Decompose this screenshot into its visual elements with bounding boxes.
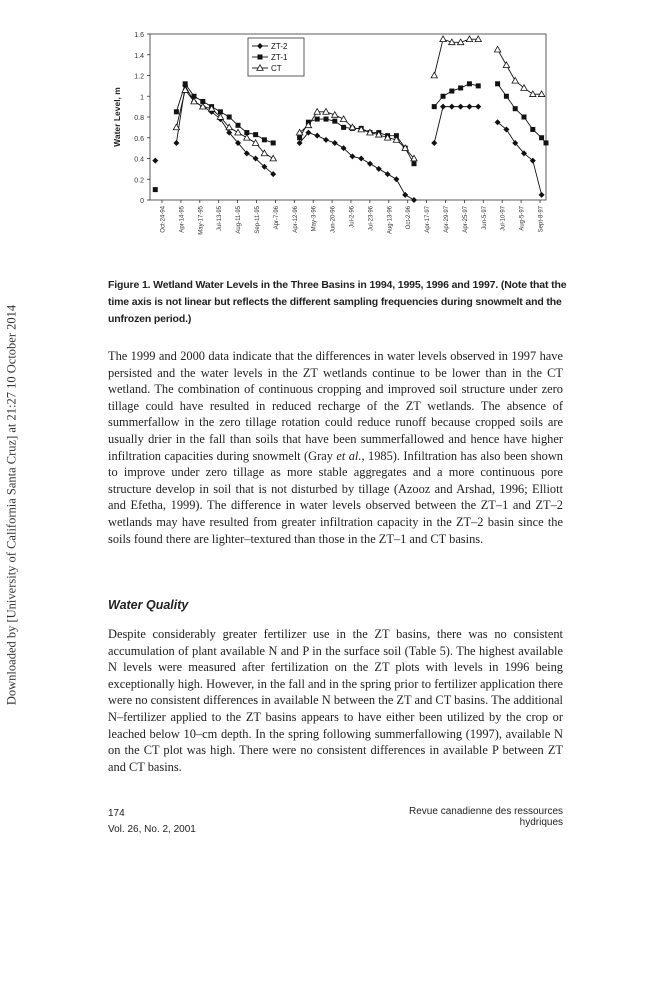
data-point-triangle bbox=[440, 36, 446, 42]
data-point-triangle bbox=[244, 135, 250, 141]
volume-info: Vol. 26, No. 2, 2001 bbox=[108, 824, 196, 835]
data-point-square bbox=[183, 81, 188, 86]
data-point-square bbox=[332, 119, 337, 124]
x-tick-label: Jul-13-95 bbox=[217, 206, 224, 232]
x-tick-label: Oct-24-94 bbox=[160, 206, 167, 233]
data-point-square bbox=[539, 135, 544, 140]
data-point-square bbox=[271, 140, 276, 145]
x-tick-label: Apr-17-97 bbox=[425, 206, 432, 233]
data-point-square bbox=[441, 94, 446, 99]
data-point-diamond bbox=[431, 140, 437, 146]
x-tick-label: Sept-8-97 bbox=[538, 206, 545, 233]
data-point-diamond bbox=[539, 192, 545, 198]
x-tick-label: Jul-23-96 bbox=[368, 206, 375, 232]
data-point-square bbox=[227, 115, 232, 120]
data-point-square bbox=[522, 115, 527, 120]
x-tick-label: May-17-95 bbox=[198, 206, 205, 235]
data-point-diamond bbox=[314, 133, 320, 139]
figure-caption: Figure 1. Wetland Water Levels in the Three Basins in 1994, 1995, 1996 and 1997. (Note that the time axis is not linear but reflects the different sampling frequencies during snowmelt and the unfrozen period.) bbox=[108, 279, 567, 325]
x-tick-label: Apr-29-97 bbox=[444, 206, 450, 233]
data-point-square bbox=[153, 187, 158, 192]
data-point-diamond bbox=[440, 104, 446, 110]
paragraph2-run: Despite considerably greater fertilizer use in the ZT basins, there was no consistent accumulation of plant available N and P in the surface soil (Table 5). The highest available N levels were measured after fertilization on the ZT plots with levels in 1996 being exceptionally high. However, in the fall and in the spring prior to fertilizer application there were no consistent differences in available N between the ZT and CT basins. The additional N–fertilizer applied to the ZT basins appears to have either been utilized by the crop or leached below 10–cm depth. In the spring following summerfallowing (1997), available N on the CT plot was high. There were no consistent differences in available P between ZT and CT basins. bbox=[108, 627, 563, 774]
y-tick-label: 0.6 bbox=[134, 135, 144, 143]
x-tick-label: Apr-12-96 bbox=[292, 206, 299, 233]
data-point-square bbox=[467, 81, 472, 86]
footer-left bbox=[108, 806, 196, 838]
data-point-triangle bbox=[340, 116, 346, 122]
data-point-triangle bbox=[431, 72, 437, 78]
y-tick-label: 0 bbox=[140, 198, 144, 205]
x-tick-label: Aug-5-97 bbox=[519, 206, 526, 231]
data-point-diamond bbox=[323, 137, 329, 143]
data-point-diamond bbox=[173, 140, 179, 146]
data-point-square bbox=[236, 123, 241, 128]
data-point-diamond bbox=[376, 166, 382, 172]
data-point-square bbox=[432, 104, 437, 109]
data-point-diamond bbox=[367, 161, 373, 167]
x-tick-label: Sep-11-95 bbox=[255, 206, 261, 234]
data-point-diamond bbox=[458, 104, 464, 110]
series-line-ct bbox=[498, 50, 542, 95]
data-point-diamond bbox=[393, 176, 399, 182]
x-tick-label: Apr-7-96 bbox=[273, 206, 280, 230]
data-point-diamond bbox=[466, 104, 472, 110]
data-point-triangle bbox=[503, 62, 509, 68]
x-tick-label: Jun-5-97 bbox=[481, 206, 488, 230]
data-point-diamond bbox=[332, 140, 338, 146]
series-line-zt-2 bbox=[300, 133, 414, 200]
legend-label: ZT-1 bbox=[271, 53, 288, 62]
plot-frame bbox=[150, 34, 546, 200]
series-line-zt-2 bbox=[176, 86, 273, 174]
data-point-diamond bbox=[152, 158, 158, 164]
x-tick-label: Jul-2-96 bbox=[349, 206, 356, 228]
series-line-zt-2 bbox=[498, 122, 542, 195]
data-point-square bbox=[530, 127, 535, 132]
y-tick-label: 1.4 bbox=[134, 52, 144, 60]
x-tick-label: Aug-11-95 bbox=[236, 206, 243, 234]
data-point-square bbox=[341, 125, 346, 130]
data-point-square bbox=[476, 83, 481, 88]
data-point-diamond bbox=[385, 171, 391, 177]
data-point-square bbox=[495, 81, 500, 86]
x-tick-label: Apr-25-97 bbox=[462, 206, 469, 233]
series-line-ct bbox=[434, 39, 478, 75]
page-number: 174 bbox=[108, 808, 125, 819]
data-point-triangle bbox=[235, 129, 241, 135]
data-point-diamond bbox=[411, 197, 417, 203]
data-point-square bbox=[412, 161, 417, 166]
data-point-diamond bbox=[358, 156, 364, 162]
x-tick-label: Jul-10-97 bbox=[500, 206, 507, 232]
data-point-triangle bbox=[270, 155, 276, 161]
x-tick-label: May-3-96 bbox=[311, 206, 318, 232]
paragraph1-run: et al. bbox=[336, 448, 362, 463]
y-tick-label: 1.2 bbox=[134, 73, 144, 81]
data-point-diamond bbox=[449, 104, 455, 110]
data-point-diamond bbox=[402, 192, 408, 198]
data-point-square bbox=[315, 117, 320, 122]
y-tick-label: 1.6 bbox=[134, 32, 144, 39]
download-watermark-text: Downloaded by [University of California Santa Cruz] at 21:27 10 October 2014 bbox=[4, 304, 19, 706]
x-tick-label: Apr-14-95 bbox=[179, 206, 186, 233]
data-point-square bbox=[174, 109, 179, 114]
data-point-diamond bbox=[475, 104, 481, 110]
y-tick-label: 0.4 bbox=[134, 156, 144, 164]
water-level-chart bbox=[104, 24, 560, 262]
data-point-square bbox=[262, 137, 267, 142]
data-point-square bbox=[449, 89, 454, 94]
data-point-square bbox=[258, 55, 263, 60]
y-tick-label: 0.8 bbox=[134, 115, 144, 122]
series-line-zt-1 bbox=[498, 84, 546, 143]
series-line-ct bbox=[176, 90, 273, 158]
data-point-square bbox=[513, 106, 518, 111]
data-point-square bbox=[458, 85, 463, 90]
paragraph-water-levels bbox=[108, 348, 563, 547]
data-point-triangle bbox=[512, 77, 518, 83]
section-heading-water-quality: Water Quality bbox=[108, 598, 189, 612]
download-watermark bbox=[4, 270, 20, 740]
y-axis-label: Water Level, m bbox=[112, 87, 122, 147]
data-point-square bbox=[324, 117, 329, 122]
data-point-square bbox=[297, 135, 302, 140]
data-point-square bbox=[253, 132, 258, 137]
data-point-triangle bbox=[252, 140, 258, 146]
series-line-zt-1 bbox=[176, 84, 273, 143]
data-point-square bbox=[504, 94, 509, 99]
data-point-triangle bbox=[494, 46, 500, 52]
journal-name: Revue canadienne des ressources hydriques bbox=[409, 806, 563, 828]
legend-label: ZT-2 bbox=[271, 42, 288, 51]
paragraph-water-quality bbox=[108, 626, 563, 775]
data-point-square bbox=[544, 140, 549, 145]
y-tick-label: 1 bbox=[140, 94, 144, 102]
x-tick-label: Jun-20-96 bbox=[330, 206, 337, 234]
legend-label: CT bbox=[271, 64, 282, 73]
x-tick-label: Aug-13-96 bbox=[387, 206, 394, 235]
series-line-zt-2 bbox=[434, 107, 478, 143]
x-tick-label: Oct-2-96 bbox=[406, 206, 413, 230]
paragraph1-run: , 1985). Infiltration has also been shown to improve under zero tillage as more stable aggregates and a more continuous pore structure develop in soil that is not disturbed by tillage (Azooz and Arshad, 1996; Elliott and Efetha, 1999). The difference in water levels observed between the ZT–1 and ZT–2 wetlands may have resulted from greater infiltration capacity in the ZT–2 basin since the soils found there are lighter–textured than those in the ZT–1 and CT basins. bbox=[108, 448, 564, 546]
y-tick-label: 0.2 bbox=[134, 177, 144, 185]
paragraph1-run: The 1999 and 2000 data indicate that the differences in water levels observed in 1997 have persisted and the water levels in the ZT wetlands continue to be lower than in the CT wetland. The combination of continuous cropping and improved soil structure under zero tillage could have resulted in reduced recharge of the ZT wetlands. The absence of summerfallow in the zero tillage rotation could reduce runoff because cropped soils are usually drier in the fall than soils that have been summerfallowed and hence have higher infiltration capacities during snowmelt (Gray bbox=[108, 349, 563, 463]
